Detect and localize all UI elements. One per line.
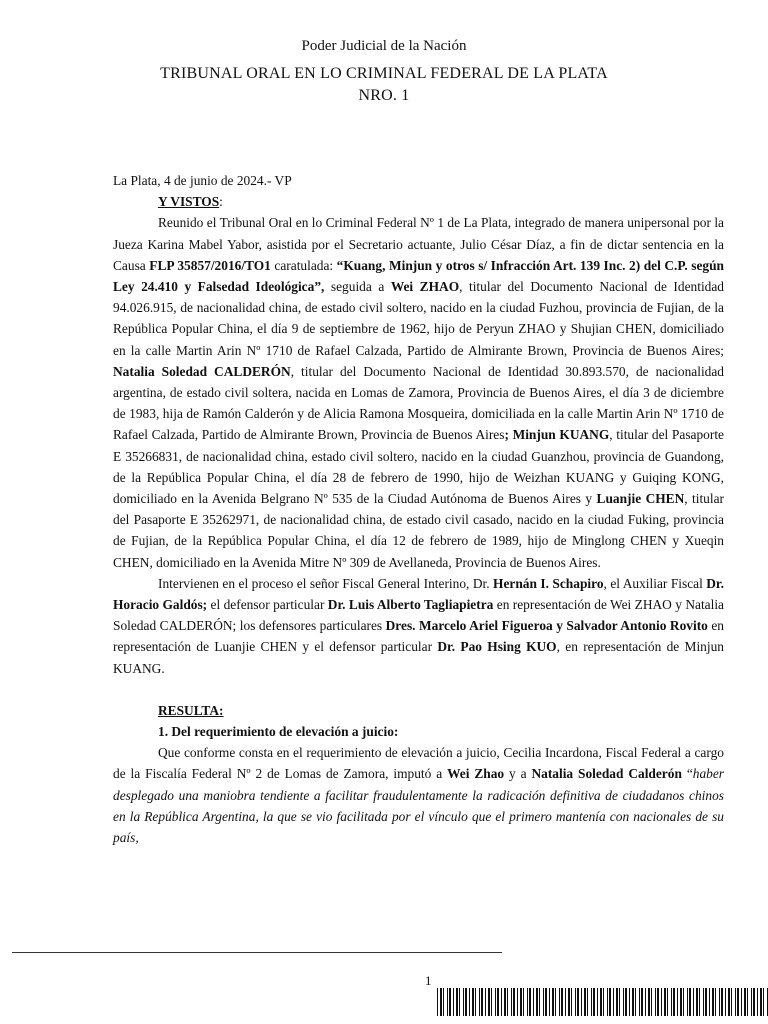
page-number: 1 [425, 973, 432, 988]
text-run: y a [504, 766, 532, 782]
text-run: caratulada: [270, 257, 337, 273]
text-run: , titular del Pasaporte E 35266831, de nacionalidad china, estado civil soltero, nacido en la ciudad Guanzhou, provincia de Guandong, de la República Popular China, el día 28 de febrero de 1990, hijo de Weizhan KUANG y Guiqing KONG, domiciliado en la Avenida Belgrano Nº 535 de la Ciudad Autónoma de Buenos Aires y [113, 427, 724, 507]
attorney-name: Dr. Pao Hsing KUO [437, 639, 557, 655]
text-run: , titular del Documento Nacional de Identidad 94.026.915, de nacionalidad china, de estado civil soltero, nacido en la ciudad Fuzhou, provincia de Fujian, de la República Popular China, el día 9 de septiembre de 1962, hijo de Peryun ZHAO y Shujian CHEN, domiciliado en la calle Martin Arin Nº 1710 de Rafael Calzada, Partido de Almirante Brown, Provincia de Buenos Aires; [113, 279, 724, 358]
text-run: , titular del Documento Nacional de Identidad 30.893.570, de nacionalidad argentina, de estado civil soltera, nacida en Lomas de Zamora, Provincia de Buenos Aires, el día 3 de diciembre de 1983, hija de Ramón Calderón y de Alicia Ramona Mosqueira, domiciliada en la calle Martin Arin Nº 1710 de Rafael Calzada, Partido de Almirante Brown, Provincia de Buenos Aires [113, 363, 725, 443]
paragraph-parties [113, 212, 724, 572]
defendant-name: Wei Zhao [447, 766, 505, 782]
text-run: Que conforme consta en el requerimiento de elevación a juicio, Cecilia Incardona, Fiscal Federal a cargo de la Fiscalía Federal Nº 2 de Lomas de Zamora, imputó a [113, 745, 724, 782]
text-run: , titular del Pasaporte E 35262971, de nacionalidad china, de estado civil casado, nacido en la ciudad Fuking, provincia de Fujian, de la República Popular China, el día 12 de febrero de 1989, hijo de Minglong CHEN y Xueqin CHEN, domiciliado en la Avenida Mitre Nº 309 de Avellaneda, Provincia de Buenos Aires. [113, 491, 724, 570]
text-run: en representación de Wei ZHAO y Natalia Soledad CALDERÓN; los defensores particulares [113, 597, 724, 634]
vistos-heading [113, 191, 724, 212]
attorney-name: Hernán I. Schapiro [493, 575, 604, 591]
case-number: FLP 35857/2016/TO1 [149, 257, 271, 273]
document-body [113, 170, 724, 848]
text-run: Reunido el Tribunal Oral en lo Criminal Federal Nº 1 de La Plata, integrado de manera unipersonal por la Jueza Karina Mabel Yabor, asistida por el Secretario actuante, Julio César Díaz, a fin de dictar sentencia en la Causa [113, 215, 724, 273]
vistos-colon: : [219, 194, 223, 210]
defendant-name: Luanjie CHEN [596, 491, 685, 507]
footer-divider [12, 952, 502, 953]
defendant-name: Natalia Soledad Calderón [531, 766, 682, 782]
vistos-label: Y VISTOS [158, 194, 220, 210]
case-title: “Kuang, Minjun y otros s/ Infracción Art. 139 Inc. 2) del C.P. según Ley 24.410 y Falsedad Ideológica”, [113, 257, 724, 295]
quoted-accusation: haber desplegado una maniobra tendiente a facilitar fraudulentamente la radicación definitiva de ciudadanos chinos en la República Argentina, la que se vio facilitada por el vínculo que el primero mantenía con nacionales de su país, [113, 766, 725, 846]
paragraph-requirement [113, 742, 724, 848]
date-line: La Plata, 4 de junio de 2024.- VP [113, 173, 292, 188]
spacer [113, 679, 724, 700]
defendant-name: Natalia Soledad CALDERÓN [113, 363, 291, 379]
tribunal-title [0, 63, 768, 107]
text-run: , en representación de Minjun KUANG. [113, 639, 724, 676]
text-run: “ [681, 766, 693, 782]
resulta-heading [113, 700, 724, 721]
tribunal-title-line1: TRIBUNAL ORAL EN LO CRIMINAL FEDERAL DE LA PLATA [160, 65, 608, 82]
text-run: en representación de Luanjie CHEN y el defensor particular [113, 618, 725, 655]
resulta-label: RESULTA: [158, 702, 224, 718]
text-run: Intervienen en el proceso el señor Fiscal General Interino, Dr. [158, 575, 494, 591]
text-run: , el Auxiliar Fiscal [603, 575, 707, 591]
attorney-name: Dr. Horacio Galdós; [113, 575, 724, 613]
defendant-name: Wei ZHAO [390, 279, 460, 295]
paragraph-counsel [113, 573, 724, 679]
text-run: el defensor particular [207, 597, 328, 613]
text-run: seguida a [324, 279, 391, 295]
attorney-name: Dr. Luis Alberto Tagliapietra [327, 597, 494, 613]
defendant-name: ; Minjun KUANG [504, 427, 610, 443]
barcode-image [437, 988, 768, 1016]
tribunal-title-line2: NRO. 1 [358, 87, 410, 104]
section-heading-label: 1. Del requerimiento de elevación a juicio: [158, 724, 399, 740]
section-heading [113, 721, 724, 742]
attorney-name: Dres. Marcelo Ariel Figueroa y Salvador Antonio Rovito [385, 618, 708, 634]
court-header: Poder Judicial de la Nación [301, 38, 467, 54]
